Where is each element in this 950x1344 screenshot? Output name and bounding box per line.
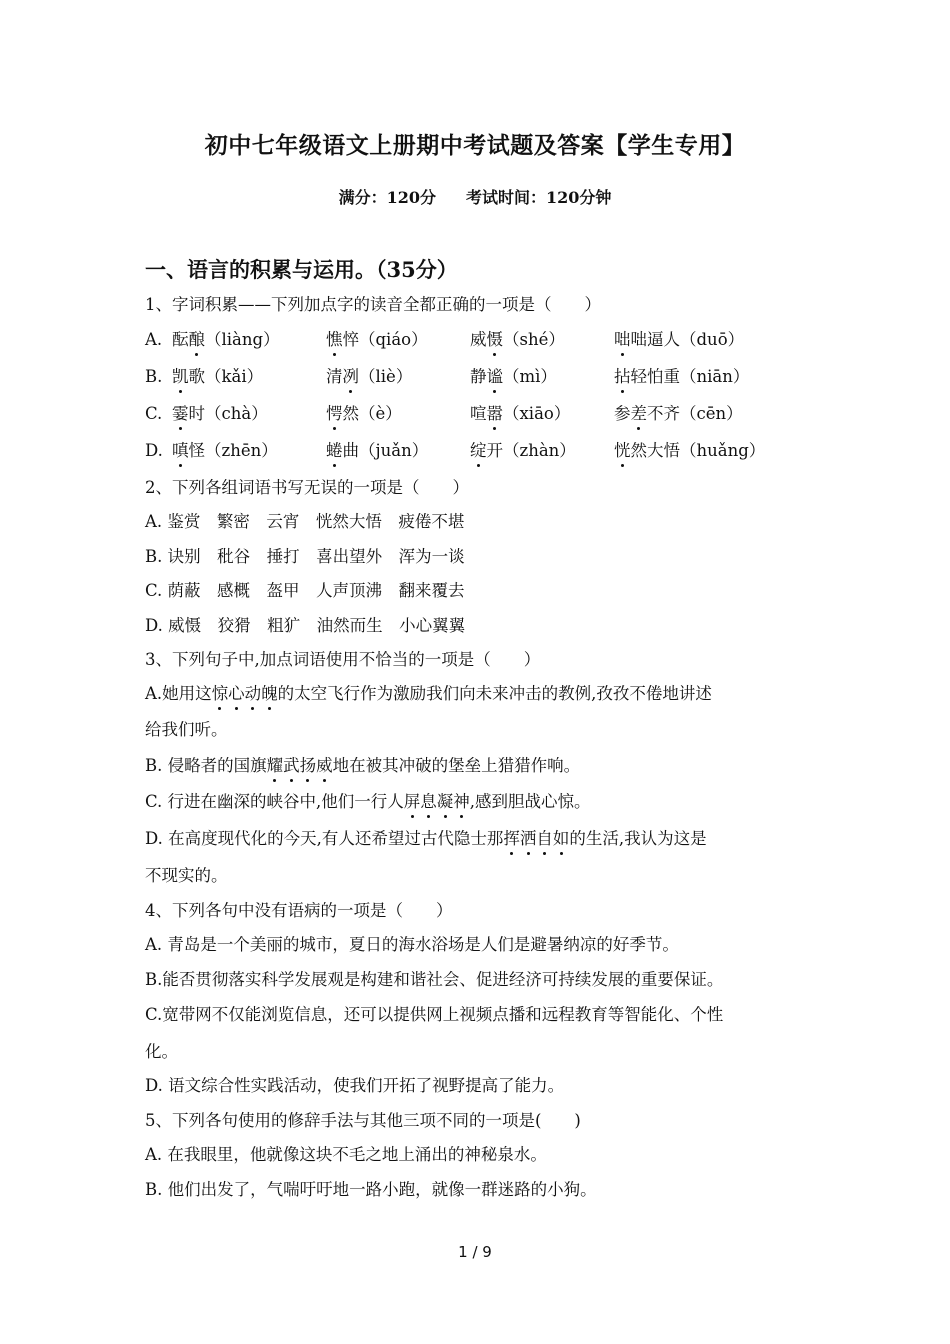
emphasis-char: 慑 (487, 328, 504, 352)
emphasis-char: 拈 (614, 365, 631, 389)
word-option: 清冽（liè） (326, 365, 412, 389)
emphasis-char: 冽 (343, 365, 360, 389)
option-label: D. (145, 441, 163, 460)
emphasis-char: 酿 (189, 328, 206, 352)
question-3-option-a-cont: 给我们听。 (145, 720, 228, 739)
word-option: 凯歌（kǎi） (172, 365, 263, 389)
question-3-stem: 3、下列句子中,加点词语使用不恰当的一项是（ ） (145, 650, 541, 669)
question-1-stem: 1、字词积累——下列加点字的读音全都正确的一项是（ ） (145, 295, 601, 314)
emphasis-char: 如 (553, 827, 570, 851)
option-label: C. (145, 404, 163, 423)
emphasis-char: 凯 (172, 365, 189, 389)
question-4-option-a: A. 青岛是一个美丽的城市，夏日的海水浴场是人们是避暑纳凉的好季节。 (145, 935, 679, 954)
question-5-option-a: A. 在我眼里，他就像这块不毛之地上涌出的神秘泉水。 (145, 1145, 547, 1164)
word-option: 愕然（è） (326, 402, 402, 426)
word-option: 憔悴（qiáo） (326, 328, 428, 352)
question-2-option-a: A. 鉴赏 繁密 云宵 恍然大悟 疲倦不堪 (145, 512, 465, 531)
dotted-word (267, 756, 333, 775)
question-4-option-d: D. 语文综合性实践活动，使我们开拓了视野提高了能力。 (145, 1076, 565, 1095)
word-option: 恍然大悟（huǎng） (614, 439, 765, 463)
emphasis-char: 愕 (326, 402, 343, 426)
question-5-stem: 5、下列各句使用的修辞手法与其他三项不同的一项是( ) (145, 1111, 581, 1130)
question-4-stem: 4、下列各句中没有语病的一项是（ ） (145, 901, 453, 920)
emphasis-char: 心 (228, 682, 245, 706)
question-4-option-c: C.宽带网不仅能浏览信息，还可以提供网上视频点播和远程教育等智能化、个性 (145, 1005, 724, 1024)
emphasis-char: 威 (316, 754, 333, 778)
question-2-option-c: C. 荫蔽 感概 盔甲 人声顶沸 翻来覆去 (145, 581, 465, 600)
page-title: 初中七年级语文上册期中考试题及答案【学生专用】 (204, 132, 746, 159)
question-3-option-c: C. 行进在幽深的峡谷中,他们一行人屏息凝神,感到胆战心惊。 (145, 790, 591, 814)
emphasis-char: 差 (631, 402, 648, 426)
word-option: 蜷曲（juǎn） (326, 439, 428, 463)
question-2-option-b: B. 诀别 秕谷 捶打 喜出望外 浑为一谈 (145, 547, 465, 566)
dotted-word (503, 829, 569, 848)
emphasis-char: 绽 (470, 439, 487, 463)
emphasis-char: 霎 (172, 402, 189, 426)
word-option: 参差不齐（cēn） (614, 402, 743, 426)
emphasis-char: 自 (536, 827, 553, 851)
section-heading: 一、语言的积累与运用。（35分） (145, 257, 458, 282)
emphasis-char: 神 (453, 790, 470, 814)
emphasis-char: 蜷 (326, 439, 343, 463)
word-option: 拈轻怕重（niān） (614, 365, 749, 389)
word-option: 嗔怪（zhēn） (172, 439, 278, 463)
word-option: 静谧（mì） (470, 365, 557, 389)
emphasis-char: 挥 (503, 827, 520, 851)
emphasis-char: 恍 (614, 439, 631, 463)
exam-time: 考试时间：120分钟 (466, 188, 612, 207)
emphasis-char: 咄 (614, 328, 631, 352)
emphasis-char: 息 (420, 790, 437, 814)
emphasis-char: 屏 (404, 790, 421, 814)
emphasis-char: 嗔 (172, 439, 189, 463)
emphasis-char: 谧 (487, 365, 504, 389)
dotted-word (212, 684, 278, 703)
full-score: 满分：120分 (338, 188, 436, 207)
emphasis-char: 凝 (437, 790, 454, 814)
emphasis-char: 洒 (520, 827, 537, 851)
question-4-option-c-cont: 化。 (145, 1042, 178, 1061)
question-3-option-a: A.她用这惊心动魄的太空飞行作为激励我们向未来冲击的教例,孜孜不倦地讲述 (145, 682, 712, 706)
dotted-word (404, 792, 470, 811)
emphasis-char: 耀 (267, 754, 284, 778)
emphasis-char: 扬 (300, 754, 317, 778)
word-option: 威慑（shé） (470, 328, 565, 352)
page-number: 1 / 9 (458, 1243, 492, 1261)
word-option: 酝酿（liàng） (172, 328, 280, 352)
option-label: A. (145, 330, 163, 349)
emphasis-char: 武 (283, 754, 300, 778)
question-2-stem: 2、下列各组词语书写无误的一项是（ ） (145, 478, 469, 497)
emphasis-char: 嚣 (487, 402, 504, 426)
question-2-option-d: D. 威慑 狡猾 粗犷 油然而生 小心翼翼 (145, 616, 466, 635)
word-option: 霎时（chà） (172, 402, 268, 426)
emphasis-char: 憔 (326, 328, 343, 352)
question-3-option-d-cont: 不现实的。 (145, 866, 228, 885)
question-5-option-b: B. 他们出发了，气喘吁吁地一路小跑，就像一群迷路的小狗。 (145, 1180, 597, 1199)
option-label: B. (145, 367, 163, 386)
exam-meta (0, 185, 950, 208)
question-3-option-d: D. 在高度现代化的今天,有人还希望过古代隐士那挥洒自如的生活,我认为这是 (145, 827, 707, 851)
emphasis-char: 惊 (212, 682, 229, 706)
question-3-option-b: B. 侵略者的国旗耀武扬威地在被其冲破的堡垒上猎猎作响。 (145, 754, 580, 778)
word-option: 咄咄逼人（duō） (614, 328, 744, 352)
emphasis-char: 魄 (261, 682, 278, 706)
word-option: 喧嚣（xiāo） (470, 402, 570, 426)
emphasis-char: 动 (245, 682, 262, 706)
word-option: 绽开（zhàn） (470, 439, 576, 463)
question-4-option-b: B.能否贯彻落实科学发展观是构建和谐社会、促进经济可持续发展的重要保证。 (145, 970, 724, 989)
